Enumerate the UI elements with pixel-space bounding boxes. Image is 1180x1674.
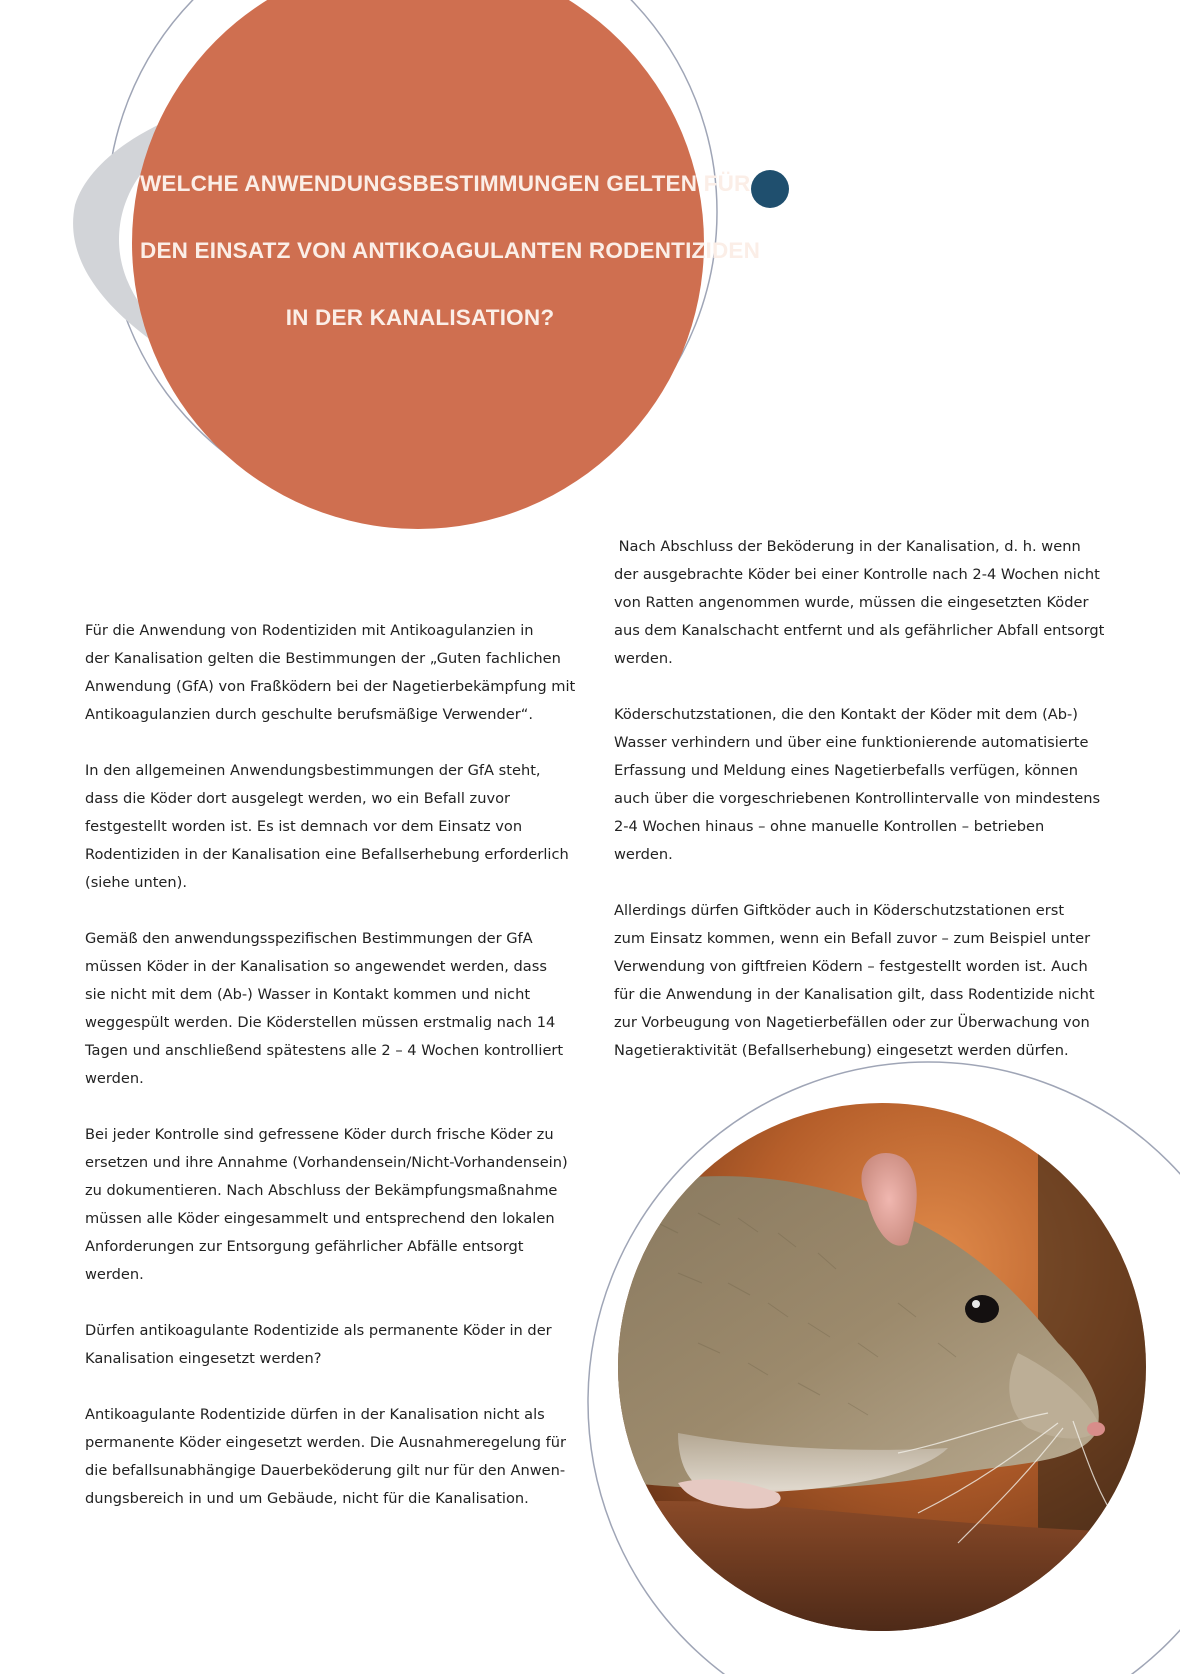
paragraph-question: Dürfen antikoagulante Rodentizide als permanente Köder in der Kanalisation eingesetzt werden?: [85, 1322, 552, 1367]
page-title: [140, 150, 761, 351]
paragraph-answer: Antikoagulante Rodentizide dürfen in der Kanalisation nicht als permanente Köder eingesetzt werden. Die Ausnahmeregelung für die befallsunabhängige Dauerbeköderung gilt nur für den Anwen- dungsbereich in und um Gebäude, nicht für die Kanalisation.: [85, 1406, 567, 1507]
blue-dot: [751, 170, 789, 208]
paragraph-general-rules: In den allgemeinen Anwendungsbestimmungen der GfA steht, dass die Köder dort ausgelegt werden, wo ein Befall zuvor festgestellt worden ist. Es ist demnach vor dem Einsatz von Rodentiziden in der Kanalisation eine Befallserhebung erforderlich (siehe unten).: [85, 762, 569, 891]
title-line-1: WELCHE ANWENDUNGSBESTIMMUNGEN GELTEN FÜR: [140, 171, 751, 196]
rat-eye: [965, 1295, 999, 1323]
rat-eye-highlight: [972, 1300, 980, 1308]
paragraph-specific-rules: Gemäß den anwendungsspezifischen Bestimmungen der GfA müssen Köder in der Kanalisation so angewendet werden, dass sie nicht mit dem (Ab-) Wasser in Kontakt kommen und nicht weggespült werden. Die Köderstellen müssen erstmalig nach 14 Tagen und anschließend spätestens alle 2 – 4 Wochen kontrolliert werden.: [85, 930, 564, 1087]
title-line-3: IN DER KANALISATION?: [285, 305, 555, 330]
paragraph-control: Bei jeder Kontrolle sind gefressene Köder durch frische Köder zu ersetzen und ihre Annahme (Vorhandensein/Nicht-Vorhandensein) zu dokumentieren. Nach Abschluss der Bekämpfungsmaßnahme müssen alle Köder eingesammelt und entsprechend den lokalen Anforderungen zur Entsorgung gefährlicher Abfälle entsorgt werden.: [85, 1126, 568, 1283]
right-text-column: [614, 533, 1134, 1065]
title-line-2: DEN EINSATZ VON ANTIKOAGULANTEN RODENTIZIDEN: [140, 238, 761, 263]
rat-nose: [1087, 1422, 1105, 1436]
paragraph-after-baiting: Nach Abschluss der Beköderung in der Kanalisation, d. h. wenn der ausgebrachte Köder bei einer Kontrolle nach 2-4 Wochen nicht von Ratten angenommen wurde, müssen die eingesetzten Köder aus dem Kanalschacht entfernt und als gefährlicher Abfall entsorgt werden.: [614, 538, 1105, 667]
rat-photo: [618, 1103, 1146, 1631]
rat-illustration: [618, 1103, 1146, 1631]
paragraph-intro: Für die Anwendung von Rodentiziden mit Antikoagulanzien in der Kanalisation gelten die Bestimmungen der „Guten fachlichen Anwendung (GfA) von Fraßködern bei der Nagetierbekämpfung mit Antikoagulanzien durch geschulte berufsmäßige Verwender“.: [85, 622, 576, 723]
paragraph-however: Allerdings dürfen Giftköder auch in Köderschutzstationen erst zum Einsatz kommen, wenn ein Befall zuvor – zum Beispiel unter Verwendung von giftfreien Ködern – festgestellt worden ist. Auch für die Anwendung in der Kanalisation gilt, dass Rodentizide nicht zur Vorbeugung von Nagetierbefällen oder zur Überwachung von Nagetieraktivität (Befallserhebung) eingesetzt werden dürfen.: [614, 902, 1095, 1059]
left-text-column: [85, 617, 605, 1513]
paragraph-bait-stations: Köderschutzstationen, die den Kontakt der Köder mit dem (Ab-) Wasser verhindern und über eine funktionierende automatisierte Erfassung und Meldung eines Nagetierbefalls verfügen, können auch über die vorgeschriebenen Kontrollintervalle von mindestens 2-4 Wochen hinaus – ohne manuelle Kontrollen – betrieben werden.: [614, 706, 1101, 863]
